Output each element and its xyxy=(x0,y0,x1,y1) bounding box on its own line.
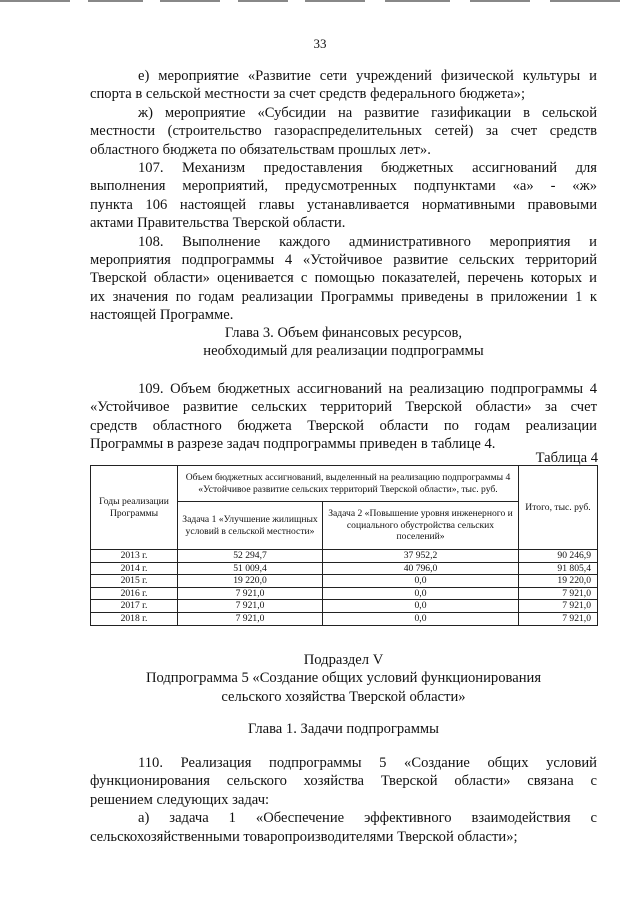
text-line: Тверской области» оценивается с помощью показателей, перечень которых и xyxy=(90,270,597,287)
table-row xyxy=(91,550,598,563)
text-line: функционирования сельского хозяйства Тверской области» связана с xyxy=(90,773,597,790)
table-row xyxy=(91,575,598,588)
text-line: спорта в сельской местности за счет средств федерального бюджета»; xyxy=(90,86,525,103)
header-task-1: Задача 1 «Улучшение жилищных условий в сельской местности» xyxy=(178,502,323,550)
cell-total: 90 246,9 xyxy=(519,550,598,563)
text-line: ж) мероприятие «Субсидии на развитие газификации в сельской xyxy=(138,104,597,121)
cell-year: 2016 г. xyxy=(91,587,178,600)
text-line: средств областного бюджета Тверской области по годам реализации xyxy=(90,417,597,434)
text-line: «Устойчивое развитие сельских территорий Тверской области» за счет xyxy=(90,399,597,416)
text-line: а) задача 1 «Обеспечение эффективного взаимодействия с xyxy=(138,810,597,827)
cell-task2: 40 796,0 xyxy=(323,562,519,575)
chapter-1-heading xyxy=(90,720,597,738)
text-line: решением следующих задач: xyxy=(90,791,270,808)
text-line: настоящей Программе. xyxy=(90,307,234,324)
header-years: Годы реализации Программы xyxy=(91,466,178,550)
text-line: 109. Объем бюджетных ассигнований на реализацию подпрограммы 4 xyxy=(138,381,597,397)
text-line: 107. Механизм предоставления бюджетных ассигнований для xyxy=(138,160,597,177)
cell-task1: 7 921,0 xyxy=(178,587,323,600)
table-row xyxy=(91,562,598,575)
heading-line: Глава 3. Объем финансовых ресурсов, xyxy=(224,325,463,341)
text-line: е) мероприятие «Развитие сети учреждений физической культуры и xyxy=(138,68,597,84)
cell-task2: 0,0 xyxy=(323,587,519,600)
cell-task2: 0,0 xyxy=(323,575,519,588)
cell-year: 2014 г. xyxy=(91,562,178,575)
cell-task1: 19 220,0 xyxy=(178,575,323,588)
text-line: сельскохозяйственными товаропроизводителями Тверской области»; xyxy=(90,828,518,845)
cell-task2: 0,0 xyxy=(323,600,519,613)
cell-task1: 52 294,7 xyxy=(178,550,323,563)
cell-task2: 0,0 xyxy=(323,612,519,625)
subsection-heading xyxy=(90,651,597,706)
header-task-2: Задача 2 «Повышение уровня инженерного и социального обустройства сельских поселений» xyxy=(323,502,519,550)
scan-top-edge xyxy=(0,0,640,3)
cell-total: 7 921,0 xyxy=(519,600,598,613)
heading-line: сельского хозяйства Тверской области» xyxy=(221,688,466,705)
cell-total: 7 921,0 xyxy=(519,587,598,600)
text-line: Программы в разрезе задач подпрограммы приведен в таблице 4. xyxy=(90,436,496,453)
table-row xyxy=(91,600,598,613)
text-line: их значения по годам реализации Программы приведены в приложении 1 к xyxy=(90,288,597,305)
text-line: пункта 106 настоящей главы устанавливается нормативными правовыми xyxy=(90,196,597,213)
table-caption: Таблица 4 xyxy=(535,450,598,466)
header-total: Итого, тыс. руб. xyxy=(519,466,598,550)
heading-line: Глава 1. Задачи подпрограммы xyxy=(248,721,439,737)
paragraphs-top xyxy=(90,67,597,325)
cell-task1: 7 921,0 xyxy=(178,612,323,625)
cell-year: 2017 г. xyxy=(91,600,178,613)
paragraph-110 xyxy=(90,754,597,846)
cell-year: 2013 г. xyxy=(91,550,178,563)
cell-total: 19 220,0 xyxy=(519,575,598,588)
cell-year: 2018 г. xyxy=(91,612,178,625)
cell-year: 2015 г. xyxy=(91,575,178,588)
text-line: 110. Реализация подпрограммы 5 «Создание общих условий xyxy=(138,755,597,771)
cell-task2: 37 952,2 xyxy=(323,550,519,563)
heading-line: Подпрограмма 5 «Создание общих условий функционирования xyxy=(145,670,542,687)
budget-table xyxy=(90,465,598,626)
cell-task1: 51 009,4 xyxy=(178,562,323,575)
cell-total: 7 921,0 xyxy=(519,612,598,625)
cell-total: 91 805,4 xyxy=(519,562,598,575)
header-group: Объем бюджетных ассигнований, выделенный на реализацию подпрограммы 4 «Устойчивое развитие сельских территорий Тверской области», тыс. руб. xyxy=(178,466,519,502)
cell-task1: 7 921,0 xyxy=(178,600,323,613)
text-line: выполнения мероприятий, предусмотренных подпунктами «а» - «ж» xyxy=(90,178,597,195)
text-line: местности (строительство газораспределительных сетей) за счет средств xyxy=(90,123,597,140)
table-row xyxy=(91,587,598,600)
table-row xyxy=(91,612,598,625)
heading-line: необходимый для реализации подпрограммы xyxy=(203,343,484,360)
heading-line: Подраздел V xyxy=(303,652,384,668)
chapter-3-heading xyxy=(90,324,597,361)
paragraph-109 xyxy=(90,380,597,454)
text-line: актами Правительства Тверской области. xyxy=(90,215,346,232)
text-line: 108. Выполнение каждого административного мероприятия и xyxy=(138,233,597,250)
text-line: областного бюджета по обязательствам прошлых лет». xyxy=(90,141,431,158)
text-line: мероприятия подпрограммы 4 «Устойчивое развитие сельских территорий xyxy=(90,252,597,269)
page-number: 33 xyxy=(313,36,327,51)
